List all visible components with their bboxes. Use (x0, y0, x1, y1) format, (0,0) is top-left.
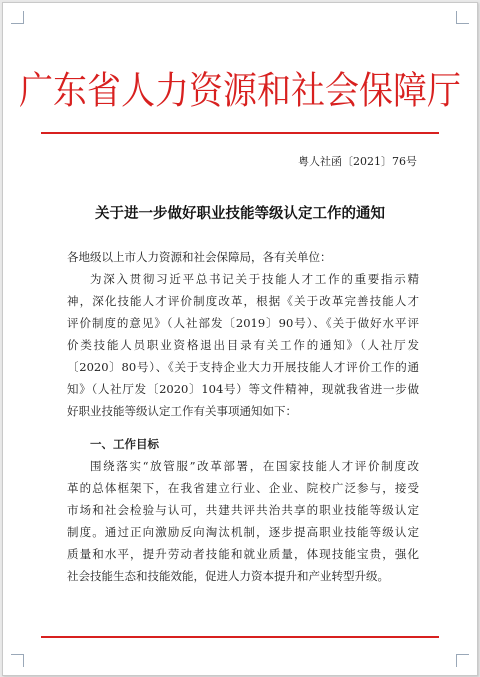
masthead-title: 广东省人力资源和社会保障厅 (19, 69, 461, 114)
paragraph-1-line: 知》（人社厅发〔2020〕104号）等文件精神，现就我省进一步做 (67, 382, 419, 396)
paragraph-1-line: 〔2020〕80号）、《关于支持企业大力开展技能人才评价工作的通 (67, 360, 419, 374)
masthead-red-rule (41, 132, 439, 134)
paragraph-2-line: 市场和社会检验与认可，共建共评共治共享的职业技能等级认定 (67, 503, 419, 517)
paragraph-1-line: 好职业技能等级认定工作有关事项通知如下： (67, 404, 297, 418)
paragraph-1-line: 价类技能人员职业资格退出目录有关工作的通知》（人社厅发 (67, 338, 419, 352)
crop-mark-bottom-right (456, 654, 469, 667)
paragraph-1-line: 评价制度的意见》（人社部发〔2019〕90号）、《关于做好水平评 (67, 316, 419, 330)
document-page (2, 2, 478, 676)
document-title: 关于进一步做好职业技能等级认定工作的通知 (95, 205, 385, 222)
paragraph-1-line: 神，深化技能人才评价制度改革，根据《关于改革完善技能人才 (67, 294, 419, 308)
salutation: 各地级以上市人力资源和社会保障局，各有关单位： (67, 250, 332, 264)
paragraph-1 (67, 268, 419, 422)
paragraph-2 (67, 455, 419, 587)
paragraph-1-line: 为深入贯彻习近平总书记关于技能人才工作的重要指示精 (90, 272, 419, 286)
document-number: 粤人社函〔2021〕76号 (298, 155, 417, 168)
crop-mark-bottom-left (11, 654, 24, 667)
paragraph-2-line: 制度。通过正向激励反向淘汰机制，逐步提高职业技能等级认定 (67, 525, 419, 539)
crop-mark-top-left (11, 11, 24, 24)
page-content (3, 3, 477, 675)
crop-mark-top-right (456, 11, 469, 24)
paragraph-2-line: 围绕落实“放管服”改革部署，在国家技能人才评价制度改 (90, 459, 419, 473)
footer-red-rule (41, 636, 439, 638)
section-heading-1: 一、工作目标 (90, 437, 159, 451)
paragraph-2-line: 社会技能生态和技能效能，促进人力资本提升和产业转型升级。 (67, 569, 389, 583)
paragraph-2-line: 质量和水平，提升劳动者技能和就业质量，体现技能宝贵，强化 (67, 547, 419, 561)
paragraph-2-line: 革的总体框架下，在我省建立行业、企业、院校广泛参与，接受 (67, 481, 419, 495)
